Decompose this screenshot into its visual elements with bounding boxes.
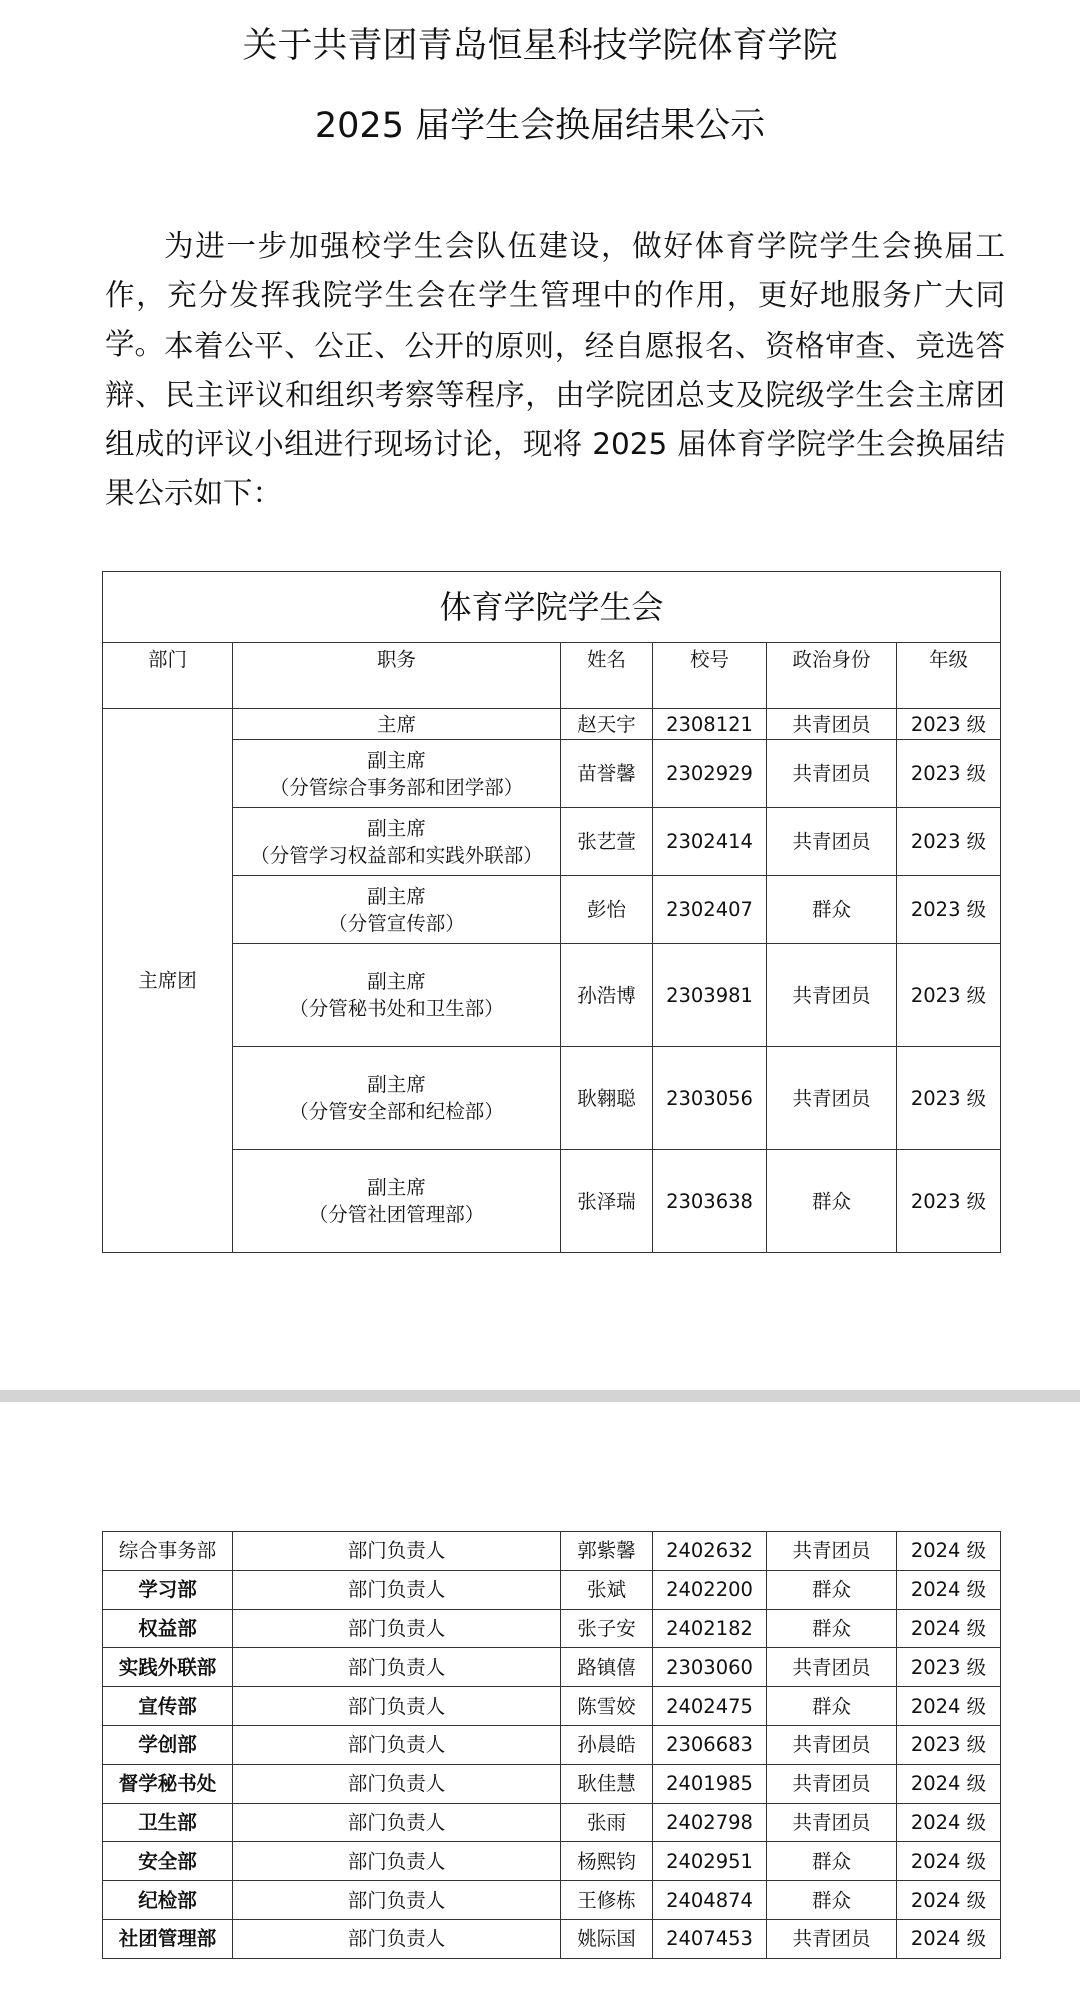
name-cell: 彭怡 [561,876,653,944]
grade-cell: 2023 级 [897,709,1001,740]
table-row [103,1648,1001,1687]
role-scope: （分管安全部和纪检部） [289,1100,504,1123]
grade-cell: 2024 级 [897,1842,1001,1881]
grade-cell: 2023 级 [897,876,1001,944]
political-status-cell: 共青团员 [767,1532,897,1571]
page-divider [0,1390,1080,1402]
political-status-cell: 共青团员 [767,740,897,808]
student-id-cell: 2302929 [653,740,767,808]
table-row [103,1687,1001,1726]
role-title: 主席 [376,712,416,736]
grade-cell: 2023 级 [897,808,1001,876]
grade-cell: 2024 级 [897,1881,1001,1920]
political-status-cell: 共青团员 [767,944,897,1047]
header-role: 职务 [233,643,561,709]
name-cell: 路镇僖 [561,1648,653,1687]
role-title: 副主席 [367,1176,426,1199]
role-title: 副主席 [367,970,426,993]
table-row [103,876,1001,944]
table-row [103,1725,1001,1764]
name-cell: 张子安 [561,1609,653,1648]
political-status-cell: 共青团员 [767,1919,897,1958]
name-cell: 耿翱聪 [561,1047,653,1150]
group-cell: 主席团 [103,709,233,1253]
role-cell: 部门负责人 [233,1609,561,1648]
grade-cell: 2023 级 [897,1047,1001,1150]
header-political-status: 政治身份 [767,643,897,709]
student-id-cell: 2407453 [653,1919,767,1958]
name-cell: 杨熙钧 [561,1842,653,1881]
table-row [103,1803,1001,1842]
name-cell: 苗誉馨 [561,740,653,808]
table-row [103,1842,1001,1881]
department-heads-table [102,1531,1001,1959]
header-student-id: 校号 [653,643,767,709]
role-cell: 部门负责人 [233,1725,561,1764]
student-id-cell: 2402475 [653,1687,767,1726]
role-cell: 部门负责人 [233,1803,561,1842]
grade-cell: 2024 级 [897,1919,1001,1958]
table-caption: 体育学院学生会 [103,572,1001,643]
role-cell [233,709,561,740]
student-id-cell: 2404874 [653,1881,767,1920]
student-id-cell: 2303056 [653,1047,767,1150]
political-status-cell: 共青团员 [767,808,897,876]
name-cell: 孙晨皓 [561,1725,653,1764]
dept-cell: 社团管理部 [103,1919,233,1958]
intro-paragraph: 为进一步加强校学生会队伍建设，做好体育学院学生会换届工作，充分发挥我院学生会在学生管理中的作用，更好地服务广大同学。 [105,229,1005,361]
role-cell: 部门负责人 [233,1842,561,1881]
student-id-cell: 2402798 [653,1803,767,1842]
student-id-cell: 2402632 [653,1532,767,1571]
role-cell: 部门负责人 [233,1764,561,1803]
name-cell: 王修栋 [561,1881,653,1920]
role-cell [233,876,561,944]
role-cell: 部门负责人 [233,1532,561,1571]
role-cell [233,944,561,1047]
name-cell: 孙浩博 [561,944,653,1047]
role-cell [233,808,561,876]
role-title: 副主席 [367,816,426,840]
header-grade: 年级 [897,643,1001,709]
student-id-cell: 2401985 [653,1764,767,1803]
table-row [103,944,1001,1047]
role-cell: 部门负责人 [233,1570,561,1609]
dept-cell: 宣传部 [103,1687,233,1726]
student-id-cell: 2303981 [653,944,767,1047]
student-id-cell: 2302414 [653,808,767,876]
political-status-cell: 群众 [767,1570,897,1609]
header-dept: 部门 [103,643,233,709]
grade-cell: 2024 级 [897,1532,1001,1571]
name-cell: 张艺萱 [561,808,653,876]
role-scope: （分管综合事务部和团学部） [269,775,524,799]
name-cell: 赵天宇 [561,709,653,740]
table-row [103,1150,1001,1253]
grade-cell: 2024 级 [897,1570,1001,1609]
presidium-table [102,571,1001,1253]
table-row [103,808,1001,876]
student-id-cell: 2402200 [653,1570,767,1609]
role-scope: （分管社团管理部） [308,1203,485,1226]
grade-cell: 2023 级 [897,944,1001,1047]
role-title: 副主席 [367,884,426,908]
role-cell: 部门负责人 [233,1687,561,1726]
document-title-line2: 2025 届学生会换届结果公示 [314,106,766,146]
header-name: 姓名 [561,643,653,709]
political-status-cell: 群众 [767,876,897,944]
student-id-cell: 2306683 [653,1725,767,1764]
grade-cell: 2024 级 [897,1687,1001,1726]
dept-cell: 权益部 [103,1609,233,1648]
dept-cell: 实践外联部 [103,1648,233,1687]
table-row [103,740,1001,808]
dept-cell: 安全部 [103,1842,233,1881]
role-cell: 部门负责人 [233,1919,561,1958]
student-id-cell: 2303638 [653,1150,767,1253]
political-status-cell: 共青团员 [767,1764,897,1803]
dept-cell: 纪检部 [103,1881,233,1920]
principle-paragraph: 本着公平、公正、公开的原则，经自愿报名、资格审查、竞选答辩、民主评议和组织考察等程序，由学院团总支及院级学生会主席团组成的评议小组进行现场讨论，现将 2025 届体育学院学生会换届结果公示如下： [105,329,1005,510]
role-cell [233,1047,561,1150]
table-row [103,1919,1001,1958]
role-scope: （分管学习权益部和实践外联部） [250,843,543,867]
dept-cell: 综合事务部 [103,1532,233,1571]
name-cell: 郭紫馨 [561,1532,653,1571]
grade-cell: 2024 级 [897,1803,1001,1842]
student-id-cell: 2302407 [653,876,767,944]
dept-cell: 学创部 [103,1725,233,1764]
political-status-cell: 群众 [767,1881,897,1920]
political-status-cell: 共青团员 [767,709,897,740]
role-scope: （分管秘书处和卫生部） [289,997,504,1020]
grade-cell: 2023 级 [897,740,1001,808]
role-title: 副主席 [367,1073,426,1096]
role-scope: （分管宣传部） [328,911,465,935]
student-id-cell: 2308121 [653,709,767,740]
table-row [103,1764,1001,1803]
student-id-cell: 2303060 [653,1648,767,1687]
role-cell: 部门负责人 [233,1881,561,1920]
political-status-cell: 群众 [767,1842,897,1881]
dept-cell: 学习部 [103,1570,233,1609]
grade-cell: 2023 级 [897,1725,1001,1764]
name-cell: 张雨 [561,1803,653,1842]
dept-cell: 督学秘书处 [103,1764,233,1803]
political-status-cell: 共青团员 [767,1047,897,1150]
name-cell: 耿佳慧 [561,1764,653,1803]
grade-cell: 2024 级 [897,1764,1001,1803]
grade-cell: 2023 级 [897,1150,1001,1253]
political-status-cell: 共青团员 [767,1648,897,1687]
table-row [103,1609,1001,1648]
name-cell: 陈雪姣 [561,1687,653,1726]
dept-cell: 卫生部 [103,1803,233,1842]
name-cell: 张斌 [561,1570,653,1609]
grade-cell: 2024 级 [897,1609,1001,1648]
political-status-cell: 群众 [767,1609,897,1648]
table-row [103,1570,1001,1609]
role-title: 副主席 [367,748,426,772]
table-row [103,1881,1001,1920]
student-id-cell: 2402951 [653,1842,767,1881]
table-header-row [103,643,1001,709]
document-title-line1: 关于共青团青岛恒星科技学院体育学院 [242,26,838,66]
role-cell [233,1150,561,1253]
grade-cell: 2023 级 [897,1648,1001,1687]
name-cell: 张泽瑞 [561,1150,653,1253]
political-status-cell: 共青团员 [767,1725,897,1764]
table-row [103,709,1001,740]
political-status-cell: 群众 [767,1150,897,1253]
political-status-cell: 群众 [767,1687,897,1726]
student-id-cell: 2402182 [653,1609,767,1648]
role-cell [233,740,561,808]
political-status-cell: 共青团员 [767,1803,897,1842]
table-row [103,1047,1001,1150]
table-row [103,1532,1001,1571]
name-cell: 姚际国 [561,1919,653,1958]
role-cell: 部门负责人 [233,1648,561,1687]
